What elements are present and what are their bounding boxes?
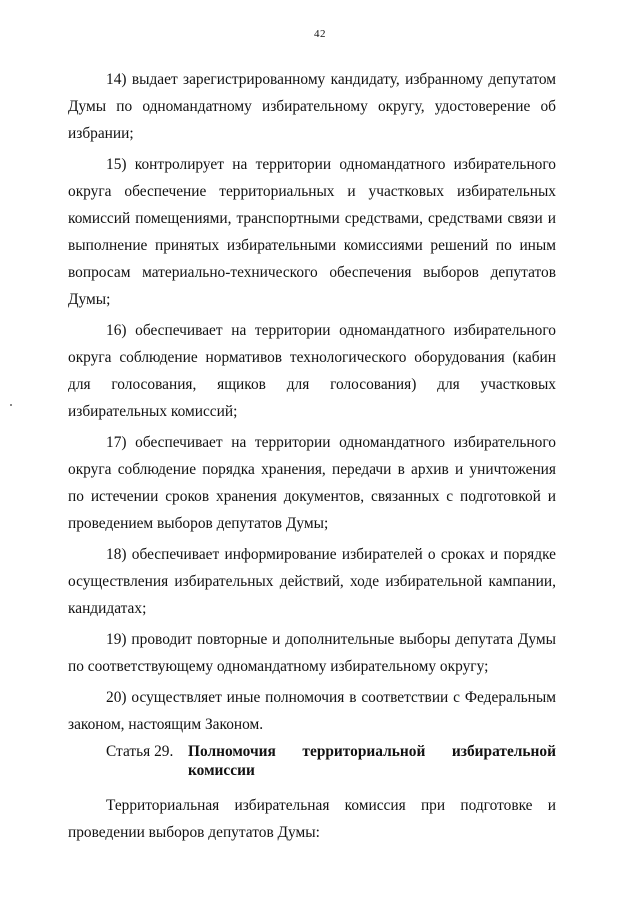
article-number: Статья 29. — [106, 743, 174, 760]
paragraph-item-14: 14) выдает зарегистрированному кандидату, избранному депутатом Думы по одномандатному избирательному округу, удостоверение об избрании; — [68, 71, 556, 142]
article-heading — [68, 742, 556, 780]
document-body — [68, 66, 556, 850]
paragraph-item-17: 17) обеспечивает на территории одномандатного избирательного округа соблюдение порядка хранения, передачи в архив и уничтожения по истечении сроков хранения документов, связанных с подготовкой и проведением выборов депутатов Думы; — [68, 434, 556, 532]
paragraph-item-15: 15) контролирует на территории одномандатного избирательного округа обеспечение территориальных и участковых избирательных комиссий помещениями, транспортными средствами, средствами связи и выполнение принятых избирательными комиссиями решений по иным вопросам материально-технического обеспечения выборов депутатов Думы; — [68, 156, 556, 308]
article-title: Полномочия территориальной избирательной комиссии — [188, 743, 556, 779]
paragraph-item-19: 19) проводит повторные и дополнительные выборы депутата Думы по соответствующему одномандатному избирательному округу; — [68, 631, 556, 675]
paragraph-item-18: 18) обеспечивает информирование избирателей о сроках и порядке осуществления избирательных действий, ходе избирательной кампании, кандидатах; — [68, 546, 556, 617]
paragraph-item-16: 16) обеспечивает на территории одномандатного избирательного округа соблюдение нормативов технологического оборудования (кабин для голосования, ящиков для голосования) для участковых избирательных комиссий; — [68, 322, 556, 420]
closing-paragraph: Территориальная избирательная комиссия при подготовке и проведении выборов депутатов Думы: — [68, 797, 556, 841]
page-number: 42 — [314, 28, 326, 40]
margin-mark — [10, 404, 12, 406]
paragraph-item-20: 20) осуществляет иные полномочия в соответствии с Федеральным законом, настоящим Законом. — [68, 689, 556, 733]
